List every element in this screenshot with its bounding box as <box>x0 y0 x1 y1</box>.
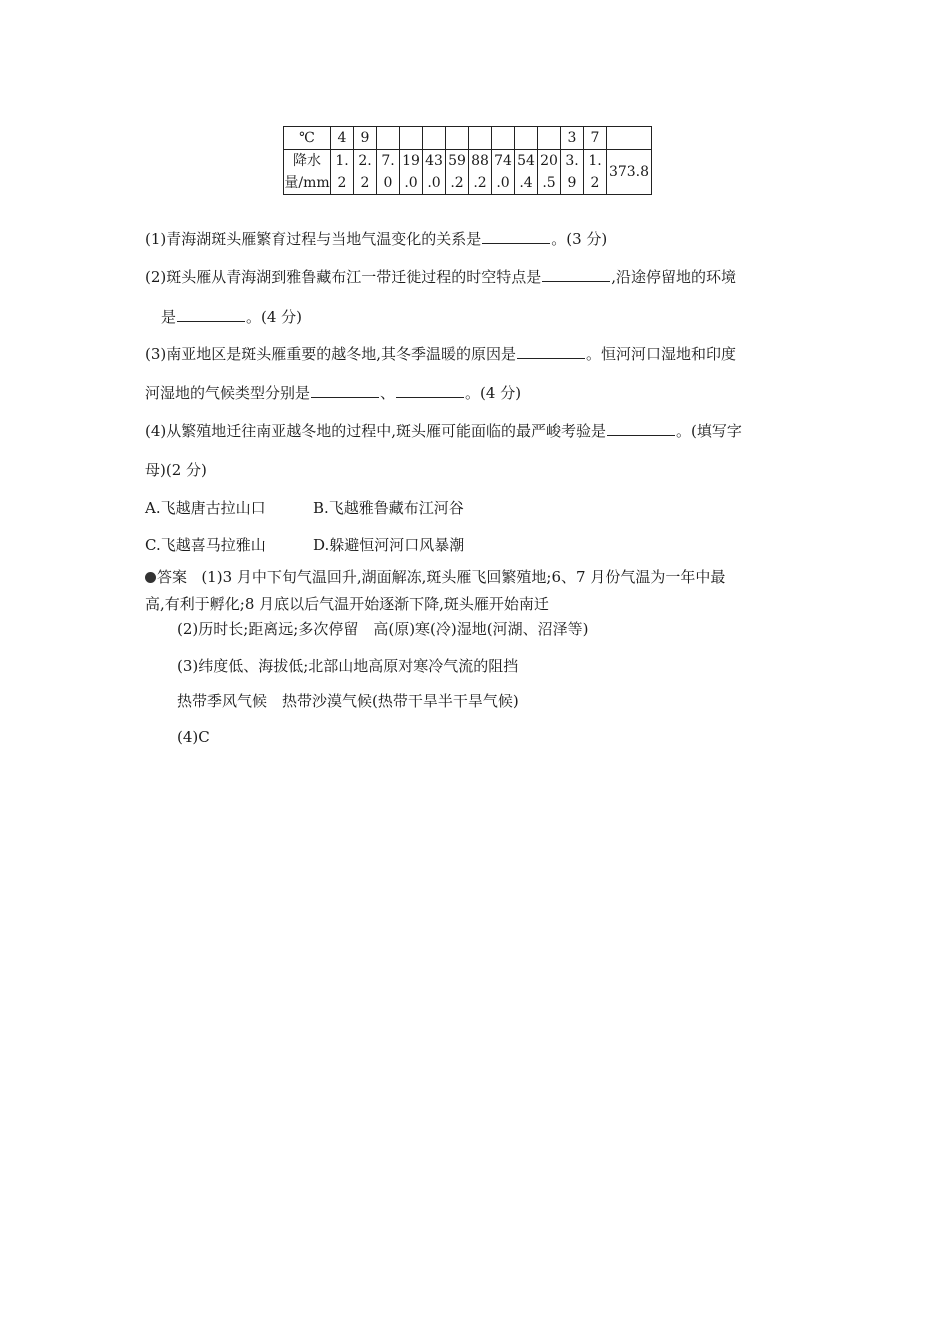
precip-cell: 54 .4 <box>515 150 538 195</box>
answer-line-2: 高,有利于孵化;8 月底以后气温开始逐渐下降,斑头雁开始南迁 <box>145 595 549 613</box>
answer-3b: 热带季风气候 热带沙漠气候(热带干旱半干旱气候) <box>177 692 519 710</box>
precip-row-label: 降水 量/mm <box>284 150 331 195</box>
temp-cell <box>515 127 538 150</box>
question-3-cont: 河湿地的气候类型分别是 、 。(4 分) <box>145 384 522 402</box>
temp-cell <box>423 127 446 150</box>
answer-marker-icon <box>145 572 156 583</box>
temp-cell <box>492 127 515 150</box>
temp-cell <box>446 127 469 150</box>
temp-cell <box>469 127 492 150</box>
answer-blank <box>482 228 550 244</box>
question-2-cont: 是 。(4 分) <box>161 308 303 326</box>
precip-cell: 59 .2 <box>446 150 469 195</box>
option-b: B.飞越雅鲁藏布江河谷 <box>313 499 464 517</box>
precip-cell: 74 .0 <box>492 150 515 195</box>
climate-table <box>283 126 652 195</box>
answer-blank <box>542 266 610 282</box>
answer-line-1: 答案 (1)3 月中下旬气温回升,湖面解冻,斑头雁飞回繁殖地;6、7 月份气温为一年中最 <box>145 566 725 588</box>
precip-cell: 3. 9 <box>561 150 584 195</box>
precip-cell: 43 .0 <box>423 150 446 195</box>
temp-cell: 3 <box>561 127 584 150</box>
precip-cell: 20 .5 <box>538 150 561 195</box>
answer-3: (3)纬度低、海拔低;北部山地高原对寒冷气流的阻挡 <box>177 657 519 675</box>
temp-cell: 4 <box>331 127 354 150</box>
question-3: (3)南亚地区是斑头雁重要的越冬地,其冬季温暖的原因是 。恒河河口湿地和印度 <box>145 345 737 363</box>
option-a: A.飞越唐古拉山口 <box>145 499 266 517</box>
answer-blank <box>311 382 379 398</box>
precip-cell: 19 .0 <box>400 150 423 195</box>
precip-total: 373.8 <box>607 150 652 195</box>
temperature-row <box>284 127 652 150</box>
precip-cell: 2. 2 <box>354 150 377 195</box>
precip-cell: 1. 2 <box>331 150 354 195</box>
answer-label: 答案 <box>157 568 188 586</box>
question-2: (2)斑头雁从青海湖到雅鲁藏布江一带迁徙过程的时空特点是 ,沿途停留地的环境 <box>145 268 737 286</box>
answer-blank <box>517 343 585 359</box>
question-4-cont: 母)(2 分) <box>145 461 207 479</box>
option-c: C.飞越喜马拉雅山 <box>145 536 266 554</box>
temp-cell <box>607 127 652 150</box>
answer-2: (2)历时长;距离远;多次停留 高(原)寒(冷)湿地(河湖、沼泽等) <box>177 620 589 638</box>
precip-cell: 7. 0 <box>377 150 400 195</box>
precip-cell: 88 .2 <box>469 150 492 195</box>
temp-cell <box>538 127 561 150</box>
answer-4: (4)C <box>177 728 210 746</box>
temp-row-label: ℃ <box>284 127 331 150</box>
option-d: D.躲避恒河河口风暴潮 <box>313 536 465 554</box>
precipitation-row <box>284 150 652 195</box>
answer-blank <box>177 306 245 322</box>
question-4: (4)从繁殖地迁往南亚越冬地的过程中,斑头雁可能面临的最严峻考验是 。(填写字 <box>145 422 742 440</box>
question-1: (1)青海湖斑头雁繁育过程与当地气温变化的关系是 。(3 分) <box>145 230 608 248</box>
temp-cell <box>400 127 423 150</box>
temp-cell <box>377 127 400 150</box>
precip-cell: 1. 2 <box>584 150 607 195</box>
temp-cell: 9 <box>354 127 377 150</box>
answer-blank <box>607 420 675 436</box>
answer-blank <box>396 382 464 398</box>
temp-cell: 7 <box>584 127 607 150</box>
